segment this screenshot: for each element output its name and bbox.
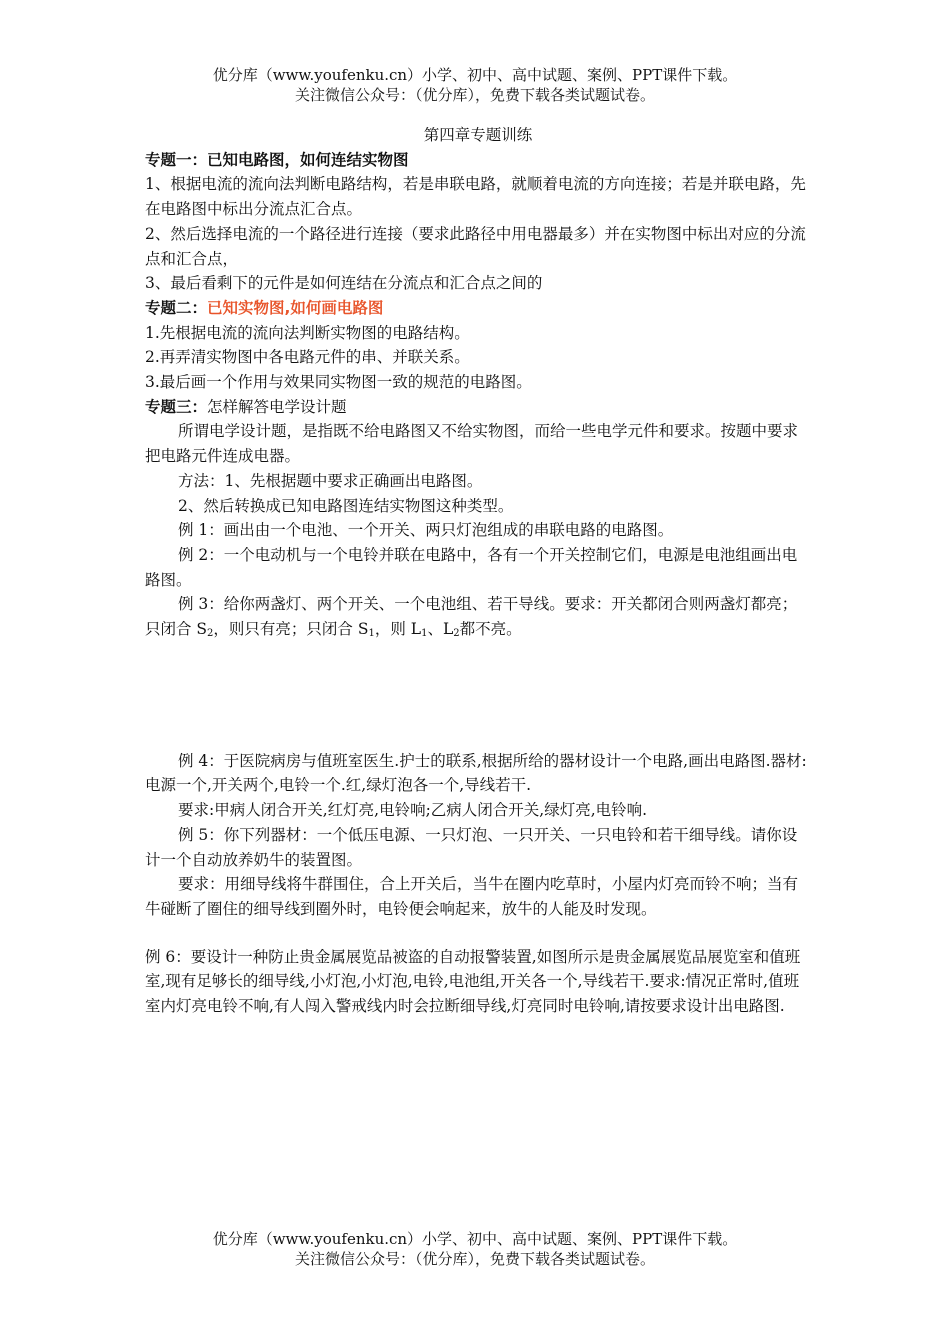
- topic3-intro: 所谓电学设计题，是指既不给电路图又不给实物图，而给一些电学元件和要求。按题中要求把电路元件连成电器。: [145, 422, 799, 466]
- topic2-heading-prefix: 专题二：: [145, 298, 208, 317]
- topic1-item-2: 2、然后选择电流的一个路径进行连接（要求此路径中用电器最多）并在实物图中标出对应的分流点和汇合点，: [145, 224, 806, 268]
- example-3-text-b: ，则只有亮；只闭合 S: [213, 620, 369, 639]
- topic2-heading-highlight: 已知实物图,如何画电路图: [207, 298, 384, 317]
- example-6: 例 6：要设计一种防止贵金属展览品被盗的自动报警装置,如图所示是贵金属展览品展览室和值班室,现有足够长的细导线,小灯泡,小灯泡,电铃,电池组,开关各一个,导线若干.要求:情况正常时,值班室内灯亮电铃不响,有人闯入警戒线内时会拉断细导线,灯亮同时电铃响,请按要求设计出电路图.: [145, 947, 801, 1016]
- document-body: [145, 123, 811, 1019]
- example-2: 例 2：一个电动机与一个电铃并联在电路中，各有一个开关控制它们，电源是电池组画出电路图。: [145, 545, 798, 589]
- page-footer: [0, 1229, 950, 1269]
- topic3-method-2: 2、然后转换成已知电路图连结实物图这种类型。: [178, 496, 514, 515]
- header-line-1: 优分库（www.youfenku.cn）小学、初中、高中试题、案例、PPT课件下载。: [212, 66, 738, 84]
- example-3-text-d: 、L: [427, 620, 454, 639]
- topic3-method-1: 方法：1、先根据题中要求正确画出电路图。: [178, 471, 483, 490]
- example-3-text-a: 例 3：给你两盏灯、两个开关、一个电池组、若干导线。要求：开关都闭合则两盏灯都亮；只闭合 S: [145, 595, 798, 639]
- subscript-l1: 1: [421, 628, 428, 640]
- topic1-item-3: 3、最后看剩下的元件是如何连结在分流点和汇合点之间的: [145, 274, 543, 293]
- example-3: [145, 592, 811, 641]
- topic1-item-1: 1、根据电流的流向法判断电路结构，若是串联电路，就顺着电流的方向连接；若是并联电路，先在电路图中标出分流点汇合点。: [145, 175, 806, 219]
- blank-space-2: [145, 922, 811, 945]
- topic2-item-3: 3.最后画一个作用与效果同实物图一致的规范的电路图。: [145, 373, 532, 392]
- example-3-text-c: ，则 L: [374, 620, 422, 639]
- blank-space: [145, 642, 811, 749]
- topic3-heading-prefix: 专题三：: [145, 397, 208, 416]
- topic3-heading: [145, 395, 811, 420]
- subscript-s1: 1: [368, 628, 375, 640]
- header-line-2: 关注微信公众号：（优分库），免费下载各类试题试卷。: [294, 86, 655, 104]
- page-header: [0, 65, 950, 105]
- footer-line-1: 优分库（www.youfenku.cn）小学、初中、高中试题、案例、PPT课件下载。: [212, 1230, 738, 1248]
- topic3-heading-rest: 怎样解答电学设计题: [207, 397, 347, 416]
- subscript-l2: 2: [453, 628, 460, 640]
- example-4: 例 4：于医院病房与值班室医生.护士的联系,根据所给的器材设计一个电路,画出电路图.器材:电源一个,开关两个,电铃一个.红,绿灯泡各一个,导线若干.: [145, 751, 807, 795]
- topic1-heading: 专题一：已知电路图，如何连结实物图: [145, 150, 409, 169]
- topic2-heading: [145, 296, 811, 321]
- example-5: 例 5：你下列器材：一个低压电源、一只灯泡、一只开关、一只电铃和若干细导线。请你设计一个自动放养奶牛的装置图。: [145, 825, 798, 869]
- example-5-requirement: 要求：用细导线将牛群围住，合上开关后，当牛在圈内吃草时，小屋内灯亮而铃不响；当有牛碰断了圈住的细导线到圈外时，电铃便会响起来，放牛的人能及时发现。: [145, 875, 799, 918]
- topic2-item-1: 1.先根据电流的流向法判断实物图的电路结构。: [145, 323, 470, 342]
- page-title: 第四章专题训练: [423, 126, 533, 144]
- footer-line-2: 关注微信公众号：（优分库），免费下载各类试题试卷。: [294, 1250, 655, 1268]
- topic2-item-2: 2.再弄清实物图中各电路元件的串、并联关系。: [145, 348, 470, 367]
- subscript-s2: 2: [207, 628, 214, 640]
- example-4-requirement: 要求:甲病人闭合开关,红灯亮,电铃响;乙病人闭合开关,绿灯亮,电铃响.: [178, 801, 648, 820]
- example-1: 例 1：画出由一个电池、一个开关、两只灯泡组成的串联电路的电路图。: [178, 521, 674, 540]
- example-3-text-e: 都不亮。: [459, 620, 522, 639]
